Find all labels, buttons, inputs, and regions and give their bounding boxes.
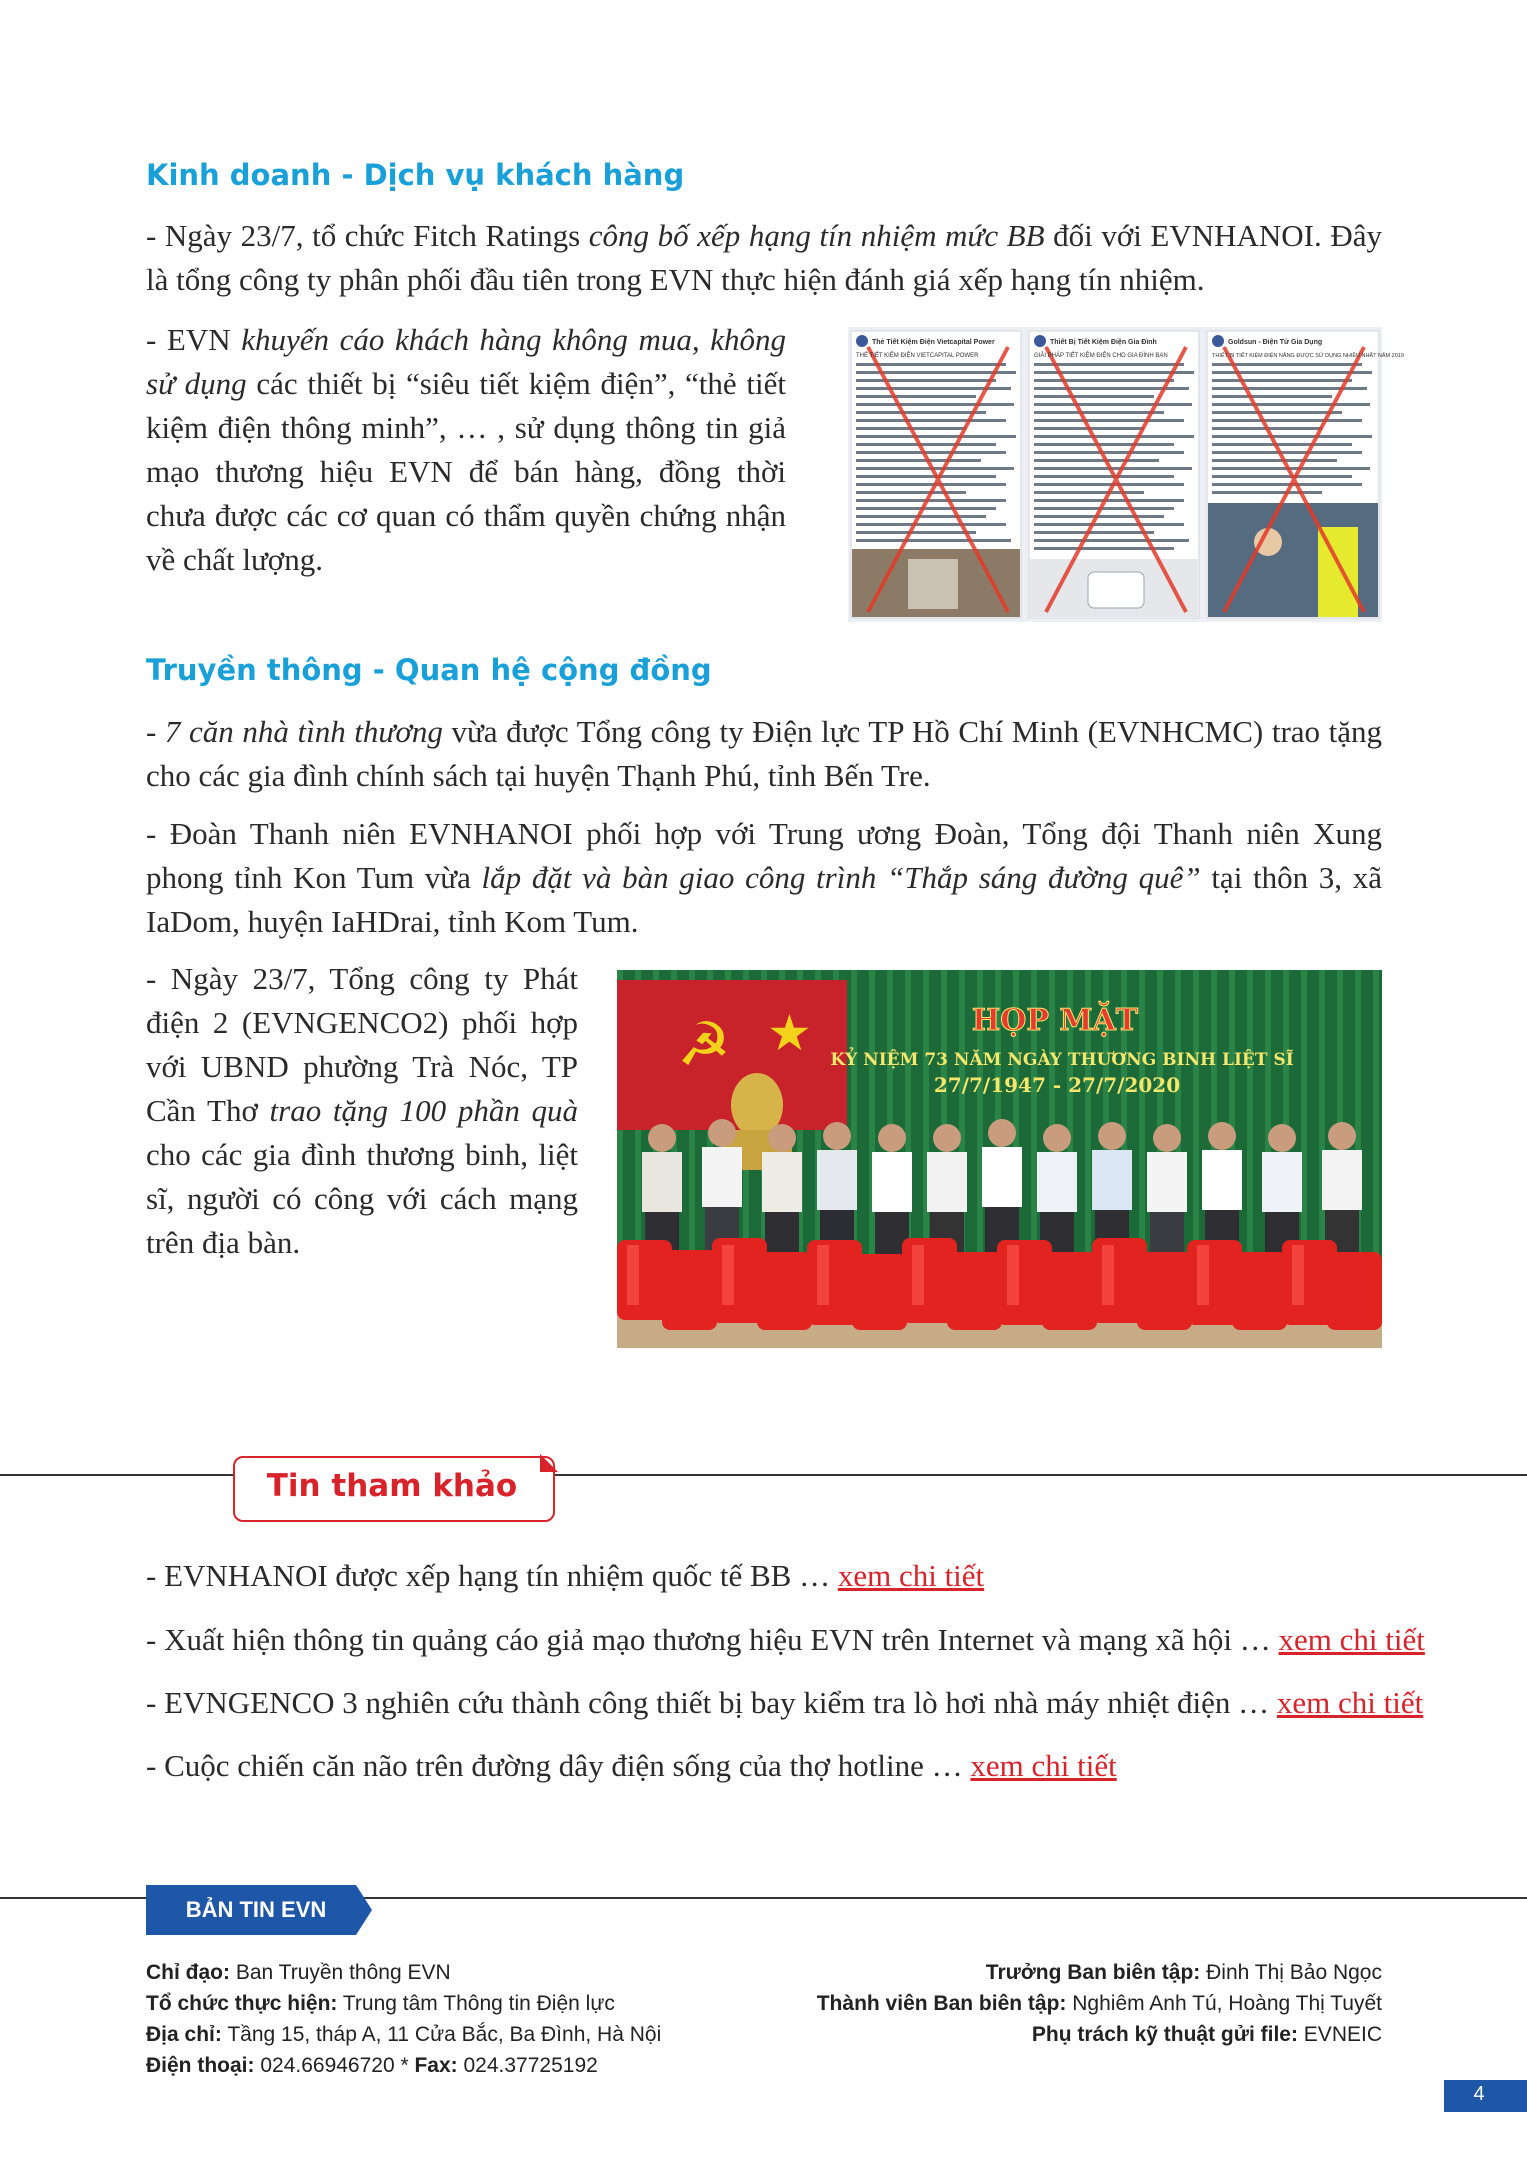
business-paragraph-1: - Ngày 23/7, tổ chức Fitch Ratings công bố xếp hạng tín nhiệm mức BB đối với EVNHANOI. Đây là tổng công ty phân phối đầu tiên trong EVN thực hiện đánh giá xếp hạng tín nhiệm.: [146, 218, 1382, 297]
photo-banner-dates: 27/7/1947 - 27/7/2020: [933, 1073, 1181, 1097]
post-1-headline: THẺ TIẾT KIỆM ĐIỆN VIETCAPITAL POWER: [856, 353, 979, 359]
footer-editor-in-chief: Trưởng Ban biên tập: Đinh Thị Bảo Ngọc: [985, 1961, 1382, 1984]
svg-text:☭: ☭: [677, 1010, 731, 1080]
post-3-headline: THIẾT BỊ TIẾT KIỆM ĐIỆN NĂNG ĐƯỢC SỬ DỤNG NHIỀU NHẤT NĂM 2019: [1212, 353, 1404, 359]
footer-technical: Phụ trách kỹ thuật gửi file: EVNEIC: [1031, 2023, 1382, 2046]
post-1-author: Thẻ Tiết Kiệm Điện Vietcapital Power: [872, 339, 995, 346]
reference-item-1: - EVNHANOI được xếp hạng tín nhiệm quốc tế BB … xem chi tiết: [146, 1558, 985, 1593]
post-2-headline: GIẢI PHÁP TIẾT KIỆM ĐIỆN CHO GIA ĐÌNH BẠN: [1034, 353, 1168, 359]
reference-link-2[interactable]: xem chi tiết: [1278, 1622, 1425, 1657]
post-2-author: Thiết Bị Tiết Kiệm Điện Gia Đình: [1050, 339, 1157, 346]
footer-address: Địa chỉ: Tầng 15, tháp A, 11 Cửa Bắc, Ba Đình, Hà Nội: [146, 2023, 662, 2046]
photo-banner-title: HỌP MẶT: [971, 1003, 1139, 1038]
footer-director: Chỉ đạo: Ban Truyền thông EVN: [146, 1961, 451, 1984]
reference-link-3[interactable]: xem chi tiết: [1276, 1685, 1424, 1720]
fake-ads-image: [848, 327, 1404, 622]
community-paragraph-1: - 7 căn nhà tình thương vừa được Tổng công ty Điện lực TP Hồ Chí Minh (EVNHCMC) trao tặng cho các gia đình chính sách tại huyện Thạnh Phú, tỉnh Bến Tre.: [146, 714, 1382, 793]
reference-item-2: - Xuất hiện thông tin quảng cáo giả mạo thương hiệu EVN trên Internet và mạng xã hội … xem chi tiết: [146, 1622, 1425, 1657]
photo-banner-subtitle: KỶ NIỆM 73 NĂM NGÀY THƯƠNG BINH LIỆT SĨ: [830, 1050, 1294, 1070]
reference-link-4[interactable]: xem chi tiết: [970, 1748, 1117, 1783]
post-3-author: Goldsun - Điện Tử Gia Dụng: [1228, 339, 1323, 346]
footer-right: [720, 1957, 1382, 2050]
community-paragraph-2: - Đoàn Thanh niên EVNHANOI phối hợp với Trung ương Đoàn, Tổng đội Thanh niên Xung phong tỉnh Kon Tum vừa lắp đặt và bàn giao công trình “Thắp sáng đường quê” tại thôn 3, xã IaDom, huyện IaHDrai, tỉnh Kom Tum.: [146, 816, 1383, 939]
reference-link-1[interactable]: xem chi tiết: [837, 1558, 985, 1593]
reference-item-4: - Cuộc chiến căn não trên đường dây điện sống của thợ hotline … xem chi tiết: [146, 1748, 1117, 1783]
reference-item-3: - EVNGENCO 3 nghiên cứu thành công thiết bị bay kiểm tra lò hơi nhà máy nhiệt điện … xem chi tiết: [146, 1685, 1424, 1720]
page-number: 4: [1473, 2083, 1485, 2105]
ceremony-photo: [617, 970, 1382, 1348]
footer-phone: Điện thoại: 024.66946720 * Fax: 024.37725192: [146, 2054, 598, 2077]
business-paragraph-2: - EVN khuyến cáo khách hàng không mua, không sử dụng các thiết bị “siêu tiết kiệm điện”, “thẻ tiết kiệm điện thông minh”, … , sử dụng thông tin giả mạo thương hiệu EVN để bán hàng, đồng thời chưa được các cơ quan có thẩm quyền chứng nhận về chất lượng.: [146, 322, 786, 577]
community-heading: Truyền thông - Quan hệ cộng đồng: [146, 653, 712, 687]
footer-editorial-members: Thành viên Ban biên tập: Nghiêm Anh Tú, Hoàng Thị Tuyết: [816, 1992, 1382, 2015]
business-heading: Kinh doanh - Dịch vụ khách hàng: [146, 158, 685, 192]
footer-organizer: Tổ chức thực hiện: Trung tâm Thông tin Điện lực: [146, 1992, 615, 2015]
references-divider: [0, 1474, 1527, 1476]
svg-text:★: ★: [767, 1004, 812, 1062]
references-title: Tin tham khảo: [266, 1468, 518, 1504]
community-paragraph-3: - Ngày 23/7, Tổng công ty Phát điện 2 (EVNGENCO2) phối hợp với UBND phường Trà Nóc, TP Cần Thơ trao tặng 100 phần quà cho các gia đình thương binh, liệt sĩ, người có công với cách mạng trên địa bàn.: [146, 961, 578, 1260]
footer-tab-label: BẢN TIN EVN: [185, 1897, 327, 1922]
